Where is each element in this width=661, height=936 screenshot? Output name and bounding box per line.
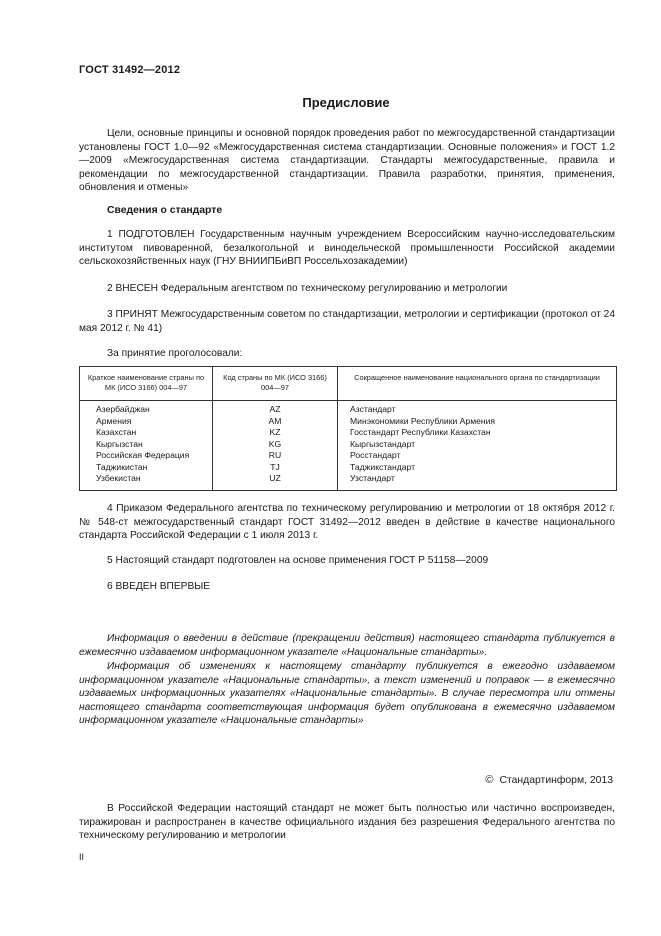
country-name: Казахстан — [96, 427, 137, 437]
page-title: Предисловие — [302, 95, 390, 110]
standards-body: Минэкономики Республики Армения — [350, 415, 496, 426]
item-5-text: 5 Настоящий стандарт подготовлен на основе применения ГОСТ Р 51158—2009 — [107, 555, 489, 566]
info-2-text: Информация об изменениях к настоящему стандарту публикуется в ежегодно издаваемом информационном указателе «Национальные стандарты», а текст изменений и поправок — в ежемесячно издаваемых информационных указателях «Национальные стандарты». В случае пересмотра или отмены настоящего стандарта соответствующая информация будет опубликована в ежемесячно издаваемом информационном указателе «Национальные стандарты» — [79, 661, 615, 727]
country-name: Узбекистан — [96, 473, 141, 483]
standards-body: Азстандарт — [350, 404, 396, 414]
standards-body: Узстандарт — [350, 473, 395, 483]
item-3-text: 3 ПРИНЯТ Межгосударственным советом по стандартизации, метрологии и сертификации (протокол от 24 мая 2012 г. № 41) — [79, 309, 615, 334]
intro-text: Цели, основные принципы и основной порядок проведения работ по межгосударственной стандартизации установлены ГОСТ 1.0—92 «Межгосударственная система стандартизации. Основные положения» и ГОСТ 1.2—2009 «Межгосударственная система стандартизации. Стандарты межгосударственные, правила и рекомендации по межгосударственной стандартизации. Правила разработки, принятия, применения, обновления и отмены» — [79, 128, 615, 194]
item-6-paragraph — [79, 580, 615, 594]
country-name: Таджикистан — [96, 461, 148, 472]
country-name: Российская Федерация — [96, 450, 190, 460]
country-code: UZ — [269, 473, 281, 483]
intro-paragraph — [79, 127, 615, 195]
country-code: TJ — [270, 461, 280, 472]
item-4-paragraph — [79, 502, 615, 543]
copyright-line — [485, 774, 613, 786]
item-4-text: 4 Приказом Федерального агентства по техническому регулированию и метрологии от 18 октября 2012 г. № 548-ст межгосударственный стандарт ГОСТ 31492—2012 введен в действие в качестве национального стандарта Российской Федерации с 1 июля 2013 г. — [79, 503, 615, 542]
table-row — [80, 427, 616, 439]
item-2-text: 2 ВНЕСЕН Федеральным агентством по техническому регулированию и метрологии — [107, 283, 508, 294]
country-code: KZ — [269, 427, 281, 437]
country-name: Армения — [96, 415, 132, 426]
table-header-country: Краткое наименование страны по МК (ИСО 3166) 004—97 — [87, 373, 205, 392]
standards-body: Кыргызстандарт — [350, 438, 416, 449]
document-header: ГОСТ 31492—2012 — [79, 64, 181, 76]
table-row — [80, 416, 616, 428]
voted-label: За принятие проголосовали: — [107, 348, 243, 359]
item-6-text: 6 ВВЕДЕН ВПЕРВЫЕ — [107, 581, 211, 592]
country-name: Азербайджан — [96, 404, 150, 414]
info-1-text: Информация о введении в действие (прекращении действия) настоящего стандарта публикуется в ежемесячно издаваемом информационном указателе «Национальные стандарты». — [79, 633, 615, 658]
standards-body: Росстандарт — [350, 450, 401, 460]
country-code: AZ — [269, 404, 281, 414]
table-header-code: Код страны по МК (ИСО 3166) 004—97 — [223, 373, 327, 392]
item-5-paragraph — [79, 554, 615, 568]
item-3-paragraph — [79, 308, 615, 335]
legal-paragraph — [79, 802, 615, 843]
info-paragraph-2 — [79, 660, 615, 728]
item-1-paragraph — [79, 228, 615, 269]
voting-table — [79, 366, 617, 491]
legal-text: В Российской Федерации настоящий стандарт не может быть полностью или частично воспроизведен, тиражирован и распространен в качестве официального издания без разрешения Федерального агентства по техническому регулированию и метрологии — [79, 803, 615, 842]
table-row — [80, 439, 616, 451]
table-header-body: Сокращенное наименование национального органа по стандартизации — [354, 373, 600, 382]
table-row — [80, 473, 616, 485]
country-code: KG — [268, 438, 282, 449]
country-name: Кыргызстан — [96, 438, 143, 449]
copyright-icon: © — [485, 774, 494, 786]
item-1-text: 1 ПОДГОТОВЛЕН Государственным научным учреждением Всероссийским научно-исследовательским институтом пивоваренной, безалкогольной и винодельческой промышленности Российской академии сельскохозяйственных наук (ГНУ ВНИИПБиВП Россельхозакадемии) — [79, 229, 615, 268]
country-code: AM — [268, 415, 282, 426]
standard-info-heading: Сведения о стандарте — [107, 205, 223, 216]
page-number: II — [79, 852, 85, 862]
standards-body: Таджикстандарт — [350, 461, 416, 472]
table-row — [80, 404, 616, 416]
item-2-paragraph — [79, 282, 615, 296]
table-row — [80, 462, 616, 474]
standards-body: Госстандарт Республики Казахстан — [350, 427, 491, 437]
info-paragraph-1 — [79, 632, 615, 659]
table-row — [80, 450, 616, 462]
copyright-text: Стандартинформ, 2013 — [499, 775, 613, 786]
country-code: RU — [268, 450, 282, 460]
